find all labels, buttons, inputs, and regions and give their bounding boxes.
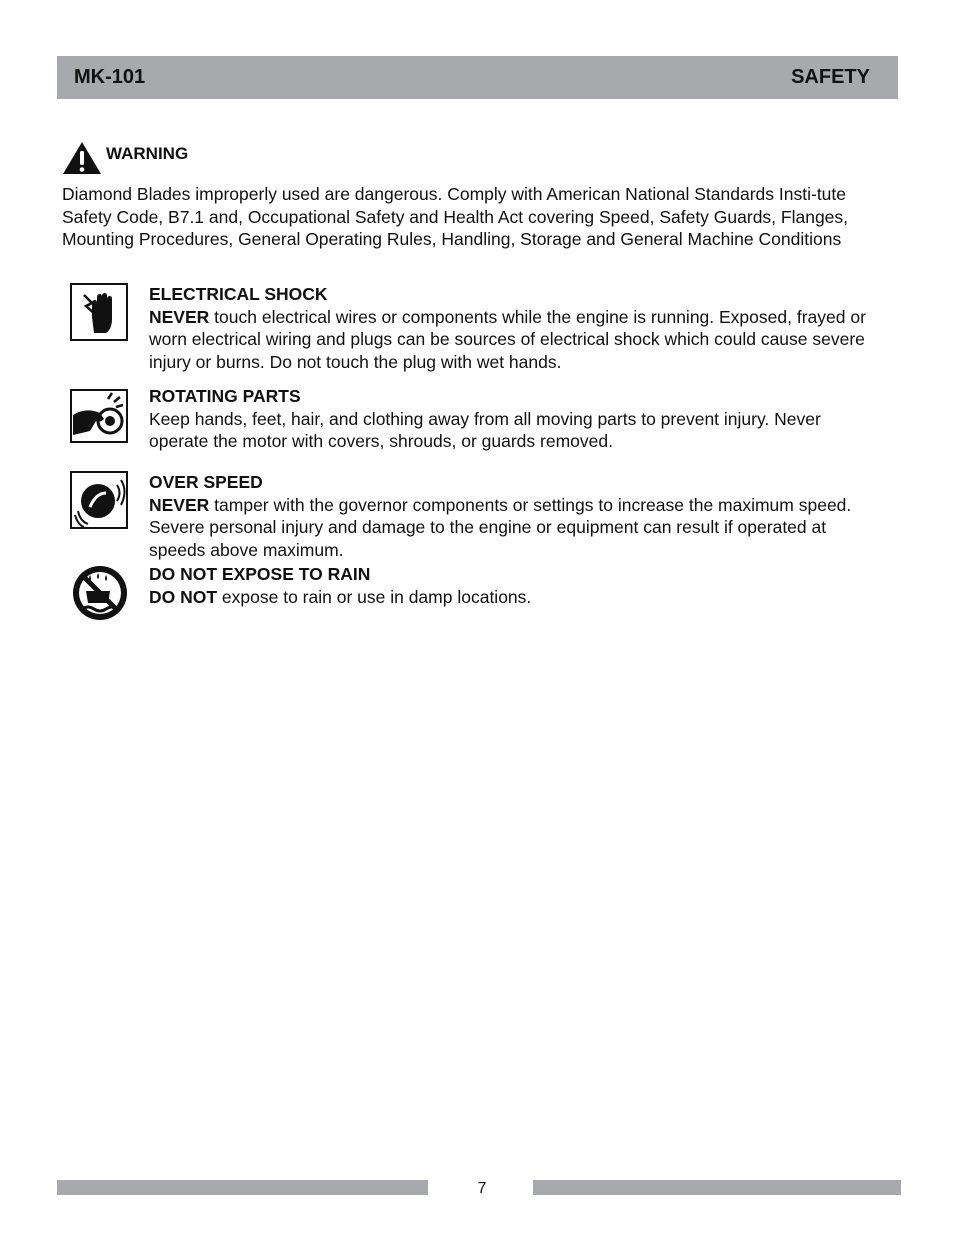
rotating-parts-hand-icon xyxy=(70,385,128,443)
item-body: expose to rain or use in damp locations. xyxy=(217,586,532,607)
no-rain-icon xyxy=(70,563,128,621)
footer-bar-left xyxy=(57,1180,428,1195)
page-header xyxy=(57,56,898,99)
over-speed-icon xyxy=(70,471,128,529)
item-body: Keep hands, feet, hair, and clothing away from all moving parts to prevent injury. Never operate the motor with covers, shrouds, or guards removed. xyxy=(149,408,821,452)
item-body: tamper with the governor components or settings to increase the maximum speed. Severe personal injury and damage to the engine or equipment can result if operated at speeds above maximum. xyxy=(149,494,852,561)
item-title: ELECTRICAL SHOCK xyxy=(149,284,328,304)
page-number: 7 xyxy=(477,1180,487,1197)
item-title: OVER SPEED xyxy=(149,472,263,492)
warning-heading xyxy=(62,140,188,176)
item-body: touch electrical wires or components while the engine is running. Exposed, frayed or worn electrical wiring and plugs can be sources of electrical shock which could cause severe injury or burns. Do not touch the plug with wet hands. xyxy=(149,306,866,373)
warning-text: Diamond Blades improperly used are dangerous. Comply with American National Standards Insti-tute Safety Code, B7.1 and, Occupational Safety and Health Act covering Speed, Safety Guards, Flanges, Mounting Procedures, General Operating Rules, Handling, Storage and General Machine Conditions xyxy=(62,184,849,250)
item-title: DO NOT EXPOSE TO RAIN xyxy=(149,564,371,584)
item-title: ROTATING PARTS xyxy=(149,386,301,406)
warning-triangle-icon xyxy=(62,141,102,175)
section-title: SAFETY xyxy=(791,66,870,88)
model-name: MK-101 xyxy=(74,66,146,88)
item-lead: NEVER xyxy=(149,494,210,515)
warning-label: WARNING xyxy=(106,144,189,163)
electrical-shock-hand-icon xyxy=(70,283,128,341)
item-lead: DO NOT xyxy=(149,586,218,607)
footer-bar-right xyxy=(533,1180,901,1195)
item-lead: NEVER xyxy=(149,306,210,327)
